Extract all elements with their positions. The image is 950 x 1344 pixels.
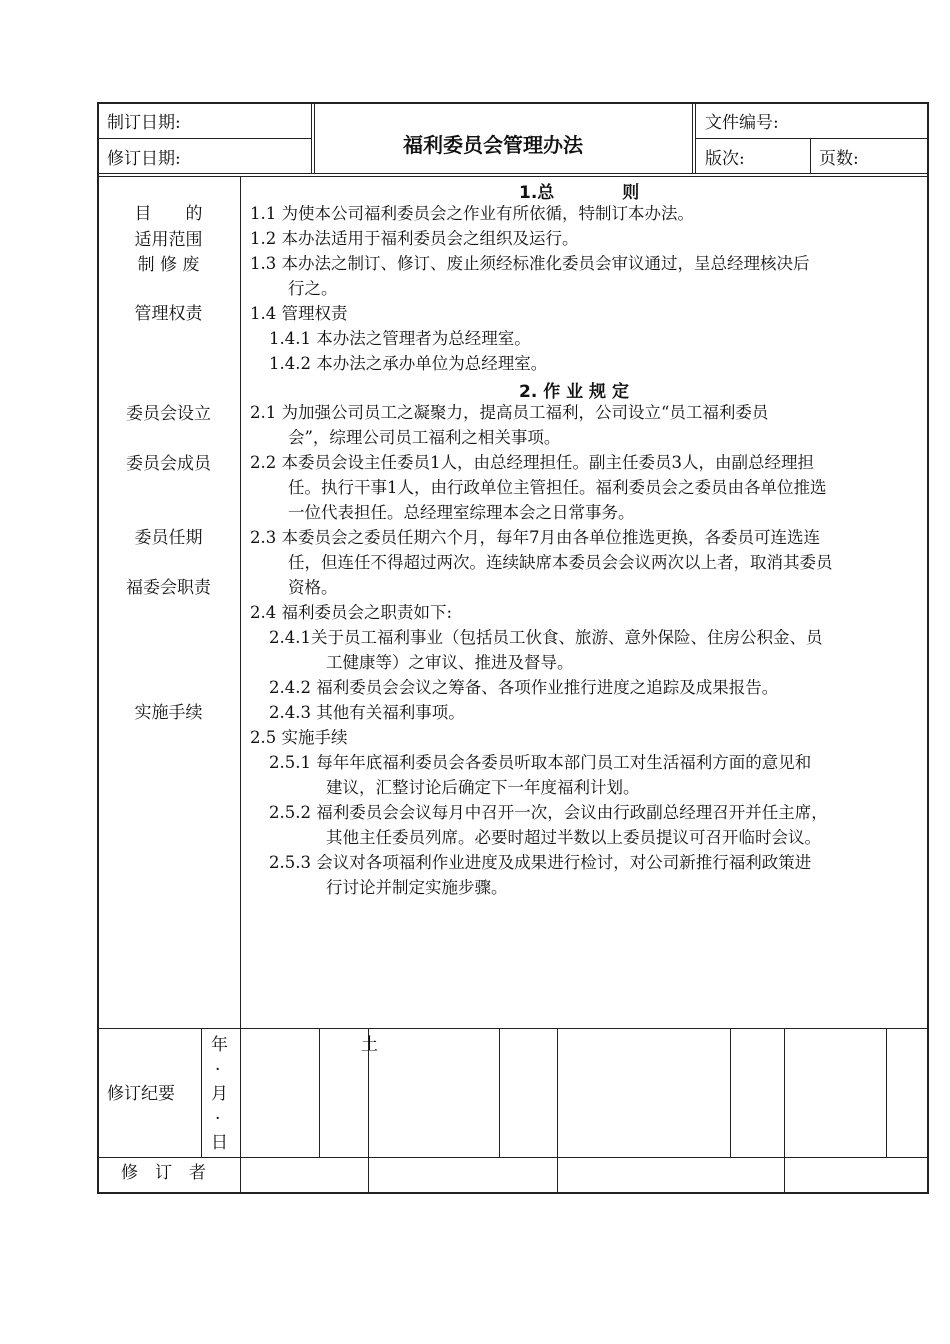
clause-2-3-cont-2: 资格。 — [288, 578, 338, 597]
date-dot-1: · — [215, 1060, 221, 1080]
reviser-top-line — [97, 1157, 929, 1158]
date-char-month: 月 — [211, 1084, 228, 1104]
clause-2-2-cont-2: 一位代表担任。总经理室综理本会之日常事务。 — [288, 503, 635, 522]
clause-1-2: 1.2 本办法适用于福利委员会之组织及运行。 — [250, 229, 579, 248]
label-procedure: 实施手续 — [134, 703, 203, 723]
label-term: 委员任期 — [134, 528, 203, 548]
label-duties: 福委会职责 — [126, 578, 211, 598]
label-scope: 适用范围 — [134, 230, 203, 250]
border-bottom — [97, 1192, 929, 1194]
stray-mark: 土 — [361, 1035, 378, 1055]
label-members: 委员会成员 — [126, 454, 211, 474]
label-purpose: 目 的 — [134, 204, 203, 224]
clause-2-3-cont-1: 任，但连任不得超过两次。连续缺席本委员会会议两次以上者，取消其委员 — [288, 553, 833, 572]
doc-no-label: 文件编号: — [705, 113, 779, 133]
clause-2-5-1-cont: 建议，汇整讨论后确定下一年度福利计划。 — [326, 778, 640, 797]
clause-2-4: 2.4 福利委员会之职责如下: — [250, 603, 453, 622]
revision-summary-label: 修订纪要 — [107, 1084, 175, 1104]
reviser-label: 修 订 者 — [121, 1163, 206, 1183]
revision-top-line — [97, 1028, 929, 1029]
clause-1-3: 1.3 本办法之制订、修订、废止须经标准化委员会审议通过，呈总经理核决后 — [250, 254, 810, 273]
version-label: 版次: — [705, 149, 745, 169]
clause-2-4-2: 2.4.2 福利委员会会议之筹备、各项作业推行进度之追踪及成果报告。 — [269, 678, 779, 697]
clause-2-3: 2.3 本委员会之委员任期六个月，每年7月由各单位推选更换，各委员可连选连 — [250, 528, 820, 547]
revision-divider-e — [557, 1028, 558, 1192]
header-row-line-right — [695, 138, 927, 139]
clause-2-5-1: 2.5.1 每年年底福利委员会各委员听取本部门员工对生活福利方面的意见和 — [269, 753, 812, 772]
header-bottom-line-2 — [97, 176, 929, 177]
date-char-day: 日 — [211, 1133, 228, 1153]
header-divider-1b — [314, 102, 315, 174]
header-bottom-line — [97, 173, 929, 174]
clause-2-2: 2.2 本委员会设主任委员1人，由总经理担任。副主任委员3人，由副总经理担 — [250, 453, 814, 472]
date-char-year: 年 — [211, 1035, 228, 1055]
border-right — [927, 102, 929, 1194]
clause-2-5-2: 2.5.2 福利委员会会议每月中召开一次，会议由行政副总经理召开并任主席， — [269, 803, 828, 822]
clause-1-4-1: 1.4.1 本办法之管理者为总经理室。 — [269, 329, 531, 348]
document-sheet — [97, 102, 929, 1194]
section-general-heading: 1.总 则 — [519, 183, 640, 203]
clause-2-5-3-cont: 行讨论并制定实施步骤。 — [326, 878, 508, 897]
clause-1-4-2: 1.4.2 本办法之承办单位为总经理室。 — [269, 354, 548, 373]
revision-divider-d — [499, 1028, 500, 1157]
border-top — [97, 102, 929, 104]
revision-divider-f — [730, 1028, 731, 1157]
clause-1-3-cont: 行之。 — [288, 279, 338, 298]
document-title: 福利委员会管理办法 — [403, 133, 583, 157]
clause-2-4-3: 2.4.3 其他有关福利事项。 — [269, 703, 465, 722]
label-authority: 管理权责 — [134, 304, 203, 324]
revision-divider-h — [886, 1028, 887, 1157]
clause-2-5-2-cont: 其他主任委员列席。必要时超过半数以上委员提议可召开临时会议。 — [326, 828, 821, 847]
clause-2-5: 2.5 实施手续 — [250, 728, 348, 747]
clause-2-4-1-cont: 工健康等）之审议、推进及督导。 — [326, 653, 574, 672]
label-column-divider — [240, 177, 241, 1192]
clause-1-4: 1.4 管理权责 — [250, 304, 348, 323]
clause-2-5-3: 2.5.3 会议对各项福利作业进度及成果进行检讨，对公司新推行福利政策进 — [269, 853, 812, 872]
revised-date-label: 修订日期: — [107, 149, 181, 169]
made-date-label: 制订日期: — [107, 113, 181, 133]
clause-1-1: 1.1 为使本公司福利委员会之作业有所依循，特制订本办法。 — [250, 204, 694, 223]
header-divider-2 — [692, 102, 693, 174]
revision-divider-b — [319, 1028, 320, 1157]
header-row-line-left — [97, 138, 312, 139]
clause-2-2-cont-1: 任。执行干事1人，由行政单位主管担任。福利委员会之委员由各单位推选 — [288, 478, 827, 497]
revision-divider-a — [201, 1028, 202, 1157]
header-divider-3 — [810, 138, 811, 174]
clause-2-1: 2.1 为加强公司员工之凝聚力，提高员工福利，公司设立“员工福利委员 — [250, 403, 769, 422]
label-setup: 委员会设立 — [126, 404, 211, 424]
clause-2-4-1: 2.4.1关于员工福利事业（包括员工伙食、旅游、意外保险、住房公积金、员 — [269, 628, 823, 647]
page-count-label: 页数: — [819, 149, 859, 169]
label-revise: 制 修 废 — [137, 255, 200, 275]
revision-divider-g — [784, 1028, 785, 1192]
section-operation-heading: 2. 作 业 规 定 — [519, 382, 629, 402]
clause-2-1-cont: 会”，综理公司员工福利之相关事项。 — [288, 428, 561, 447]
date-dot-2: · — [215, 1109, 221, 1129]
